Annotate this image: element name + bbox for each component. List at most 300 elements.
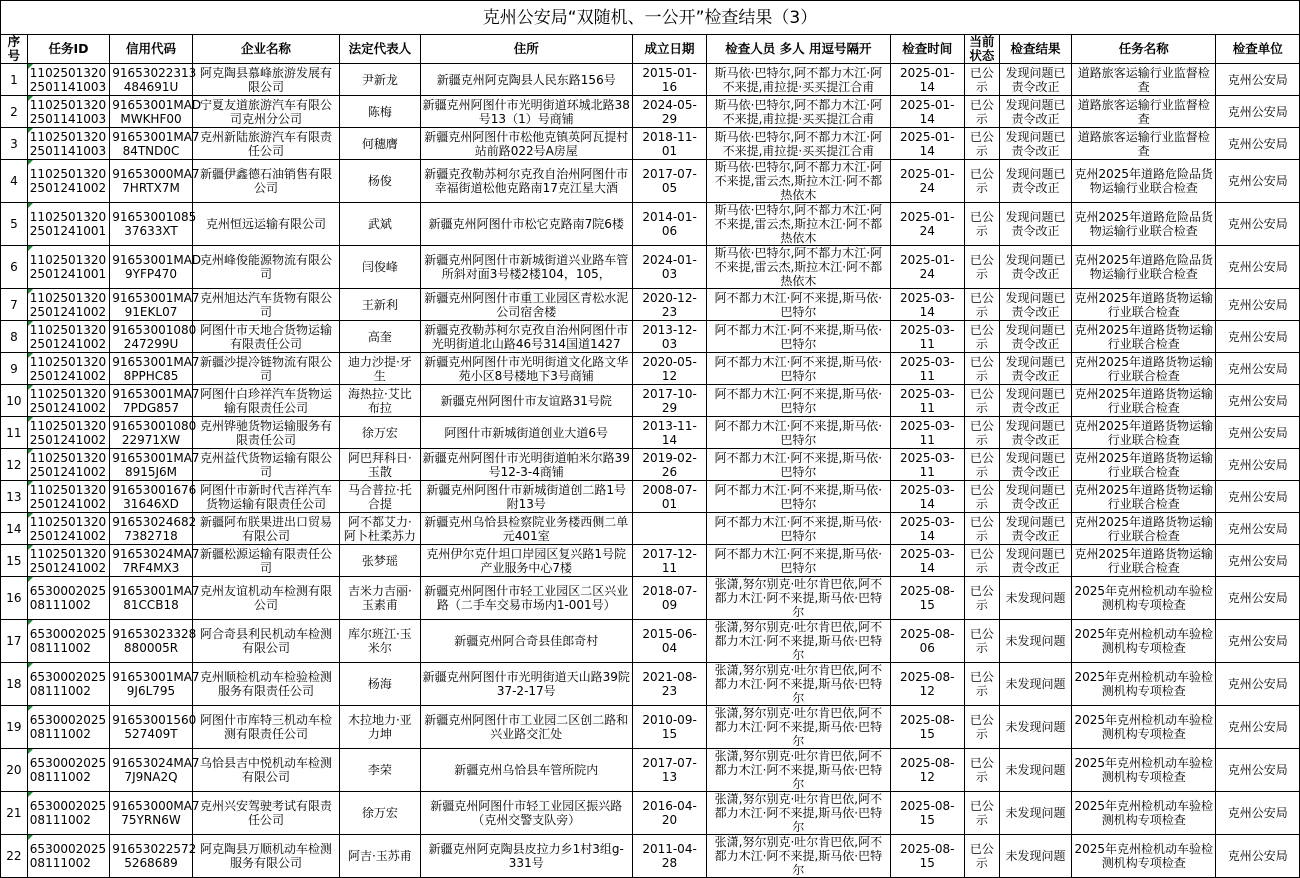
cell-company-name: 克州益代货物运输有限公司 [192, 449, 339, 481]
cell-task-id: 6530002025 08111002 [27, 706, 109, 749]
table-row [1, 321, 1300, 353]
cell-credit-code: 91653001676 31646XD [110, 481, 192, 513]
cell-status: 已公示 [964, 385, 999, 417]
cell-inspectors: 张潇,努尔别克·吐尔肯巴依,阿不都力木江·阿不来提,斯马依·巴特尔 [707, 663, 891, 706]
cell-address: 新疆克州阿图什市工业园二区创二路和兴业路交汇处 [420, 706, 632, 749]
cell-task-name: 2025年克州检机动车验检测机构专项检查 [1072, 792, 1216, 835]
cell-status: 已公示 [964, 417, 999, 449]
cell-result: 发现问题已责令改正 [999, 513, 1071, 545]
cell-task-name: 2025年克州检机动车验检测机构专项检查 [1072, 835, 1216, 878]
header-result: 检查结果 [999, 35, 1071, 64]
cell-legal-rep: 闫俊峰 [340, 246, 420, 289]
cell-result: 发现问题已责令改正 [999, 353, 1071, 385]
cell-inspectors: 阿不都力木江·阿不来提,斯马依·巴特尔 [707, 289, 891, 321]
cell-inspection-date: 2025-08-15 [890, 706, 964, 749]
cell-inspection-date: 2025-03-11 [890, 417, 964, 449]
cell-task-id: 1102501320 2501241001 [27, 203, 109, 246]
cell-legal-rep: 迪力沙提·牙生 [340, 353, 420, 385]
cell-legal-rep: 吉米力吉丽·玉素甫 [340, 577, 420, 620]
cell-result: 发现问题已责令改正 [999, 385, 1071, 417]
cell-credit-code: 91653022313 484691U [110, 64, 192, 96]
cell-inspectors: 阿不都力木江·阿不来提,斯马依·巴特尔 [707, 353, 891, 385]
cell-credit-code: 91653001MA7 84TND0C [110, 128, 192, 160]
cell-seq: 17 [1, 620, 28, 663]
cell-inspection-date: 2025-01-14 [890, 64, 964, 96]
results-table [0, 34, 1300, 878]
cell-seq: 20 [1, 749, 28, 792]
cell-result: 发现问题已责令改正 [999, 545, 1071, 577]
cell-task-id: 1102501320 2501241002 [27, 545, 109, 577]
cell-result: 发现问题已责令改正 [999, 96, 1071, 128]
cell-task-name: 克州2025年道路危险品货物运输行业联合检查 [1072, 246, 1216, 289]
cell-inspection-unit: 克州公安局 [1216, 128, 1300, 160]
cell-legal-rep: 杨俊 [340, 160, 420, 203]
cell-task-id: 6530002025 08111002 [27, 749, 109, 792]
header-task-id: 任务ID [27, 35, 109, 64]
cell-company-name: 乌恰县吉中悦机动车检测有限公司 [192, 749, 339, 792]
cell-result: 发现问题已责令改正 [999, 160, 1071, 203]
cell-company-name: 克州峰俊能源物流有限公司 [192, 246, 339, 289]
cell-company-name: 新疆伊鑫德石油销售有限公司 [192, 160, 339, 203]
cell-company-name: 宁夏友道旅游汽车有限公司克州分公司 [192, 96, 339, 128]
header-legal-rep: 法定代表人 [340, 35, 420, 64]
cell-task-id: 6530002025 08111002 [27, 577, 109, 620]
table-row [1, 835, 1300, 878]
cell-inspection-date: 2025-08-15 [890, 577, 964, 620]
cell-seq: 4 [1, 160, 28, 203]
table-row [1, 96, 1300, 128]
cell-founded-date [632, 513, 706, 545]
page-title: 克州公安局“双随机、一公开”检查结果（3） [0, 0, 1300, 34]
cell-task-id: 1102501320 2501241002 [27, 513, 109, 545]
cell-task-id: 1102501320 2501141003 [27, 96, 109, 128]
cell-status: 已公示 [964, 706, 999, 749]
cell-status: 已公示 [964, 835, 999, 878]
cell-company-name: 阿图什白珍祥汽车货物运输有限责任公司 [192, 385, 339, 417]
cell-credit-code: 91653001MA7 81CCB18 [110, 577, 192, 620]
cell-inspection-unit: 克州公安局 [1216, 663, 1300, 706]
cell-status: 已公示 [964, 513, 999, 545]
cell-seq: 1 [1, 64, 28, 96]
cell-status: 已公示 [964, 160, 999, 203]
table-row [1, 620, 1300, 663]
cell-task-name: 克州2025年道路危险品货物运输行业联合检查 [1072, 160, 1216, 203]
cell-inspection-date: 2025-08-06 [890, 620, 964, 663]
cell-legal-rep: 高奎 [340, 321, 420, 353]
cell-credit-code: 91653023328 880005R [110, 620, 192, 663]
cell-inspectors: 斯马依·巴特尔,阿不都力木江·阿不来提,雷云杰,斯拉木江·阿不都热依木 [707, 160, 891, 203]
cell-status: 已公示 [964, 353, 999, 385]
cell-legal-rep: 徐万宏 [340, 792, 420, 835]
cell-address: 克州伊尔克什坦口岸园区复兴路1号院产业服务中心7楼 [420, 545, 632, 577]
cell-credit-code: 91653022572 5268689 [110, 835, 192, 878]
cell-inspectors: 阿不都力木江·阿不来提,斯马依·巴特尔 [707, 385, 891, 417]
cell-inspection-unit: 克州公安局 [1216, 289, 1300, 321]
cell-legal-rep: 马合普拉·托合提 [340, 481, 420, 513]
cell-result: 未发现问题 [999, 577, 1071, 620]
cell-inspectors: 张潇,努尔别克·吐尔肯巴依,阿不都力木江·阿不来提,斯马依·巴特尔 [707, 749, 891, 792]
cell-founded-date: 2018-11-01 [632, 128, 706, 160]
cell-result: 发现问题已责令改正 [999, 64, 1071, 96]
cell-inspection-unit: 克州公安局 [1216, 481, 1300, 513]
cell-inspection-date: 2025-01-24 [890, 246, 964, 289]
cell-founded-date: 2013-11-14 [632, 417, 706, 449]
cell-seq: 6 [1, 246, 28, 289]
cell-seq: 19 [1, 706, 28, 749]
table-row [1, 160, 1300, 203]
cell-company-name: 克州顺检机动车检验检测服务有限责任公司 [192, 663, 339, 706]
cell-inspection-date: 2025-03-11 [890, 321, 964, 353]
cell-inspection-date: 2025-01-14 [890, 96, 964, 128]
cell-result: 未发现问题 [999, 792, 1071, 835]
cell-result: 未发现问题 [999, 749, 1071, 792]
cell-inspection-unit: 克州公安局 [1216, 749, 1300, 792]
cell-seq: 16 [1, 577, 28, 620]
cell-result: 发现问题已责令改正 [999, 246, 1071, 289]
cell-inspection-date: 2025-03-11 [890, 449, 964, 481]
cell-legal-rep: 李荣 [340, 749, 420, 792]
cell-status: 已公示 [964, 449, 999, 481]
cell-credit-code: 91653001560 527409T [110, 706, 192, 749]
cell-inspection-unit: 克州公安局 [1216, 417, 1300, 449]
cell-credit-code: 91653000MA7 7HRTX7M [110, 160, 192, 203]
cell-address: 新疆克州阿图什市松他克镇英阿瓦提村站前路022号A房屋 [420, 128, 632, 160]
cell-status: 已公示 [964, 96, 999, 128]
table-row [1, 289, 1300, 321]
table-row [1, 417, 1300, 449]
cell-address: 新疆克州阿克陶县皮拉力乡1村3组g-331号 [420, 835, 632, 878]
cell-task-id: 1102501320 2501241002 [27, 481, 109, 513]
cell-founded-date: 2017-10-29 [632, 385, 706, 417]
cell-founded-date: 2021-08-23 [632, 663, 706, 706]
cell-company-name: 阿克陶县万顺机动车检测服务有限公司 [192, 835, 339, 878]
cell-company-name: 阿图什市天地合货物运输有限责任公司 [192, 321, 339, 353]
cell-address: 新疆克州阿图什市光明街道帕米尔路39号12-3-4商铺 [420, 449, 632, 481]
cell-inspection-date: 2025-03-14 [890, 481, 964, 513]
cell-task-name: 2025年克州检机动车验检测机构专项检查 [1072, 620, 1216, 663]
cell-task-name: 道路旅客运输行业监督检查 [1072, 64, 1216, 96]
cell-task-name: 2025年克州检机动车验检测机构专项检查 [1072, 577, 1216, 620]
cell-address: 阿图什市新城街道创业大道6号 [420, 417, 632, 449]
header-credit-code: 信用代码 [110, 35, 192, 64]
cell-status: 已公示 [964, 620, 999, 663]
cell-inspection-date: 2025-03-14 [890, 545, 964, 577]
cell-inspection-date: 2025-01-24 [890, 160, 964, 203]
cell-address: 新疆克州阿图什市新城街道兴业路车管所斜对面3号楼2楼104，105， [420, 246, 632, 289]
cell-task-id: 1102501320 2501241002 [27, 321, 109, 353]
cell-inspection-unit: 克州公安局 [1216, 545, 1300, 577]
table-row [1, 128, 1300, 160]
cell-seq: 11 [1, 417, 28, 449]
table-row [1, 792, 1300, 835]
cell-company-name: 克州兴安驾驶考试有限责任公司 [192, 792, 339, 835]
cell-legal-rep: 杨海 [340, 663, 420, 706]
cell-address: 新疆克州阿克陶县人民东路156号 [420, 64, 632, 96]
table-row [1, 749, 1300, 792]
cell-status: 已公示 [964, 289, 999, 321]
cell-task-name: 克州2025年道路危险品货物运输行业联合检查 [1072, 203, 1216, 246]
cell-inspection-date: 2025-08-12 [890, 749, 964, 792]
header-inspection-unit: 检查单位 [1216, 35, 1300, 64]
cell-inspectors: 斯马依·巴特尔,阿不都力木江·阿不来提,雷云杰,斯拉木江·阿不都热依木 [707, 203, 891, 246]
cell-inspection-date: 2025-08-15 [890, 835, 964, 878]
cell-credit-code: 91653001080 22971XW [110, 417, 192, 449]
cell-inspection-unit: 克州公安局 [1216, 706, 1300, 749]
cell-inspectors: 张潇,努尔别克·吐尔肯巴依,阿不都力木江·阿不来提,斯马依·巴特尔 [707, 792, 891, 835]
cell-seq: 8 [1, 321, 28, 353]
cell-inspectors: 阿不都力木江·阿不来提,斯马依·巴特尔 [707, 481, 891, 513]
table-row [1, 246, 1300, 289]
cell-task-id: 1102501320 2501141003 [27, 64, 109, 96]
cell-inspectors: 张潇,努尔别克·吐尔肯巴依,阿不都力木江·阿不来提,斯马依·巴特尔 [707, 835, 891, 878]
cell-legal-rep: 木拉地力·亚力坤 [340, 706, 420, 749]
cell-inspection-date: 2025-08-15 [890, 792, 964, 835]
cell-company-name: 克州恒远运输有限公司 [192, 203, 339, 246]
cell-founded-date: 2015-06-04 [632, 620, 706, 663]
cell-founded-date: 2020-05-12 [632, 353, 706, 385]
cell-task-name: 2025年克州检机动车验检测机构专项检查 [1072, 663, 1216, 706]
cell-seq: 7 [1, 289, 28, 321]
cell-founded-date: 2014-01-06 [632, 203, 706, 246]
cell-inspectors: 阿不都力木江·阿不来提,斯马依·巴特尔 [707, 513, 891, 545]
cell-task-name: 2025年克州检机动车验检测机构专项检查 [1072, 749, 1216, 792]
table-row [1, 481, 1300, 513]
cell-task-id: 6530002025 08111002 [27, 663, 109, 706]
cell-seq: 5 [1, 203, 28, 246]
cell-company-name: 新疆阿布朕果进出口贸易有限公司 [192, 513, 339, 545]
cell-result: 未发现问题 [999, 663, 1071, 706]
cell-company-name: 阿克陶县慕峰旅游发展有限公司 [192, 64, 339, 96]
cell-credit-code: 91653024MA7 7J9NA2Q [110, 749, 192, 792]
cell-seq: 10 [1, 385, 28, 417]
cell-founded-date: 2008-07-01 [632, 481, 706, 513]
cell-result: 未发现问题 [999, 706, 1071, 749]
table-row [1, 203, 1300, 246]
cell-inspection-date: 2025-01-14 [890, 128, 964, 160]
cell-status: 已公示 [964, 481, 999, 513]
cell-status: 已公示 [964, 577, 999, 620]
cell-task-id: 1102501320 2501241002 [27, 289, 109, 321]
cell-legal-rep: 库尔班江·玉米尔 [340, 620, 420, 663]
cell-task-name: 克州2025年道路货物运输行业联合检查 [1072, 417, 1216, 449]
cell-result: 发现问题已责令改正 [999, 203, 1071, 246]
cell-company-name: 克州铧驰货物运输服务有限责任公司 [192, 417, 339, 449]
cell-founded-date: 2017-12-11 [632, 545, 706, 577]
cell-inspection-unit: 克州公安局 [1216, 96, 1300, 128]
cell-task-id: 1102501320 2501241001 [27, 246, 109, 289]
header-task-name: 任务名称 [1072, 35, 1216, 64]
cell-inspection-unit: 克州公安局 [1216, 577, 1300, 620]
cell-legal-rep: 尹新龙 [340, 64, 420, 96]
cell-task-name: 克州2025年道路货物运输行业联合检查 [1072, 545, 1216, 577]
cell-result: 发现问题已责令改正 [999, 449, 1071, 481]
cell-task-id: 1102501320 2501241002 [27, 160, 109, 203]
cell-inspection-unit: 克州公安局 [1216, 203, 1300, 246]
cell-result: 发现问题已责令改正 [999, 321, 1071, 353]
cell-legal-rep: 武斌 [340, 203, 420, 246]
cell-founded-date: 2019-02-26 [632, 449, 706, 481]
cell-inspectors: 斯马依·巴特尔,阿不都力木江·阿不来提,甫拉提·买买提江合甫 [707, 96, 891, 128]
cell-legal-rep: 阿吉·玉苏甫 [340, 835, 420, 878]
cell-address: 新疆克州乌恰县检察院业务楼西侧二单元401室 [420, 513, 632, 545]
header-address: 住所 [420, 35, 632, 64]
cell-address: 新疆克州阿图什市友谊路31号院 [420, 385, 632, 417]
cell-result: 未发现问题 [999, 620, 1071, 663]
cell-inspectors: 阿不都力木江·阿不来提,斯马依·巴特尔 [707, 545, 891, 577]
cell-inspection-unit: 克州公安局 [1216, 792, 1300, 835]
cell-founded-date: 2018-07-09 [632, 577, 706, 620]
cell-inspectors: 张潇,努尔别克·吐尔肯巴依,阿不都力木江·阿不来提,斯马依·巴特尔 [707, 706, 891, 749]
cell-task-id: 6530002025 08111002 [27, 792, 109, 835]
table-row [1, 577, 1300, 620]
cell-legal-rep: 王新利 [340, 289, 420, 321]
cell-company-name: 阿图什市新时代吉祥汽车货物运输有限责任公司 [192, 481, 339, 513]
cell-address: 新疆克孜勒苏柯尔克孜自治州阿图什市幸福街道松他克路南17克江星大酒 [420, 160, 632, 203]
cell-status: 已公示 [964, 749, 999, 792]
cell-result: 发现问题已责令改正 [999, 481, 1071, 513]
cell-credit-code: 91653001MA7 8PPHC85 [110, 353, 192, 385]
cell-inspection-date: 2025-03-11 [890, 353, 964, 385]
cell-inspection-unit: 克州公安局 [1216, 513, 1300, 545]
cell-address: 新疆克州阿图什市光明街道文化路文华苑小区8号楼地下3号商铺 [420, 353, 632, 385]
cell-seq: 12 [1, 449, 28, 481]
cell-status: 已公示 [964, 545, 999, 577]
cell-company-name: 克州旭达汽车货物有限公司 [192, 289, 339, 321]
cell-address: 新疆克州阿图什市光明街道天山路39院37-2-17号 [420, 663, 632, 706]
table-row [1, 385, 1300, 417]
table-row [1, 353, 1300, 385]
cell-address: 新疆克州阿合奇县佳郎奇村 [420, 620, 632, 663]
cell-seq: 18 [1, 663, 28, 706]
cell-inspectors: 阿不都力木江·阿不来提,斯马依·巴特尔 [707, 417, 891, 449]
cell-status: 已公示 [964, 64, 999, 96]
table-row [1, 706, 1300, 749]
cell-inspection-unit: 克州公安局 [1216, 160, 1300, 203]
cell-inspection-date: 2025-03-11 [890, 385, 964, 417]
cell-inspection-date: 2025-08-12 [890, 663, 964, 706]
cell-credit-code: 91653001MA7 7PDG857 [110, 385, 192, 417]
cell-company-name: 克州友谊机动车检测有限公司 [192, 577, 339, 620]
cell-task-name: 克州2025年道路货物运输行业联合检查 [1072, 321, 1216, 353]
cell-result: 未发现问题 [999, 835, 1071, 878]
cell-credit-code: 91653001MAD MWKHF00 [110, 96, 192, 128]
cell-inspection-unit: 克州公安局 [1216, 385, 1300, 417]
cell-company-name: 阿合奇县利民机动车检测有限公司 [192, 620, 339, 663]
table-row [1, 663, 1300, 706]
cell-founded-date: 2017-07-13 [632, 749, 706, 792]
cell-status: 已公示 [964, 246, 999, 289]
cell-seq: 3 [1, 128, 28, 160]
cell-address: 新疆克州阿图什市松它克路南7院6楼 [420, 203, 632, 246]
cell-seq: 14 [1, 513, 28, 545]
cell-founded-date: 2013-12-03 [632, 321, 706, 353]
cell-address: 新疆克孜勒苏柯尔克孜自治州阿图什市光明街道北山路46号314国道1427 [420, 321, 632, 353]
cell-founded-date: 2010-09-15 [632, 706, 706, 749]
cell-task-name: 克州2025年道路货物运输行业联合检查 [1072, 449, 1216, 481]
cell-legal-rep: 阿不都艾力·阿卜杜柔苏力 [340, 513, 420, 545]
cell-founded-date: 2020-12-23 [632, 289, 706, 321]
cell-task-id: 1102501320 2501141003 [27, 128, 109, 160]
table-row [1, 64, 1300, 96]
cell-inspection-date: 2025-01-24 [890, 203, 964, 246]
header-founded-date: 成立日期 [632, 35, 706, 64]
header-seq: 序号 [1, 35, 28, 64]
table-row [1, 513, 1300, 545]
cell-inspectors: 斯马依·巴特尔,阿不都力木江·阿不来提,甫拉提·买买提江合甫 [707, 64, 891, 96]
cell-inspectors: 斯马依·巴特尔,阿不都力木江·阿不来提,甫拉提·买买提江合甫 [707, 128, 891, 160]
cell-status: 已公示 [964, 321, 999, 353]
cell-inspection-unit: 克州公安局 [1216, 321, 1300, 353]
cell-result: 发现问题已责令改正 [999, 417, 1071, 449]
cell-legal-rep: 海热拉·艾比布拉 [340, 385, 420, 417]
cell-founded-date: 2024-05-29 [632, 96, 706, 128]
cell-task-id: 1102501320 2501241002 [27, 385, 109, 417]
cell-task-name: 道路旅客运输行业监督检查 [1072, 128, 1216, 160]
cell-inspection-date: 2025-03-14 [890, 513, 964, 545]
cell-legal-rep: 陈梅 [340, 96, 420, 128]
cell-seq: 21 [1, 792, 28, 835]
cell-task-name: 克州2025年道路货物运输行业联合检查 [1072, 513, 1216, 545]
cell-task-name: 道路旅客运输行业监督检查 [1072, 96, 1216, 128]
cell-seq: 22 [1, 835, 28, 878]
cell-legal-rep: 徐万宏 [340, 417, 420, 449]
table-row [1, 545, 1300, 577]
header-inspectors: 检查人员 多人 用逗号隔开 [707, 35, 891, 64]
cell-inspectors: 张潇,努尔别克·吐尔肯巴依,阿不都力木江·阿不来提,斯马依·巴特尔 [707, 620, 891, 663]
cell-seq: 13 [1, 481, 28, 513]
cell-address: 新疆克州阿图什市轻工业园区二区兴业路（二手车交易市场内1-001号） [420, 577, 632, 620]
cell-credit-code: 91653024MA7 7RF4MX3 [110, 545, 192, 577]
cell-seq: 9 [1, 353, 28, 385]
cell-inspection-unit: 克州公安局 [1216, 246, 1300, 289]
cell-result: 发现问题已责令改正 [999, 128, 1071, 160]
cell-inspection-unit: 克州公安局 [1216, 64, 1300, 96]
cell-credit-code: 91653001080 247299U [110, 321, 192, 353]
header-row [1, 35, 1300, 64]
cell-task-name: 克州2025年道路货物运输行业联合检查 [1072, 481, 1216, 513]
cell-task-id: 1102501320 2501241002 [27, 353, 109, 385]
cell-founded-date: 2015-01-16 [632, 64, 706, 96]
cell-address: 新疆克州乌恰县车管所院内 [420, 749, 632, 792]
cell-company-name: 克州新陆旅游汽车有限责任公司 [192, 128, 339, 160]
cell-credit-code: 91653000MA7 75YRN6W [110, 792, 192, 835]
cell-founded-date: 2024-01-03 [632, 246, 706, 289]
cell-company-name: 新疆松源运输有限责任公司 [192, 545, 339, 577]
cell-inspectors: 阿不都力木江·阿不来提,斯马依·巴特尔 [707, 321, 891, 353]
cell-seq: 15 [1, 545, 28, 577]
cell-inspection-unit: 克州公安局 [1216, 620, 1300, 663]
cell-founded-date: 2011-04-28 [632, 835, 706, 878]
cell-task-name: 克州2025年道路货物运输行业联合检查 [1072, 385, 1216, 417]
cell-founded-date: 2016-04-20 [632, 792, 706, 835]
header-inspection-date: 检查时间 [890, 35, 964, 64]
cell-result: 发现问题已责令改正 [999, 289, 1071, 321]
cell-inspectors: 阿不都力木江·阿不来提,斯马依·巴特尔 [707, 449, 891, 481]
cell-status: 已公示 [964, 203, 999, 246]
cell-company-name: 阿图什市库特三机动车检测有限责任公司 [192, 706, 339, 749]
cell-inspection-unit: 克州公安局 [1216, 353, 1300, 385]
cell-status: 已公示 [964, 663, 999, 706]
cell-status: 已公示 [964, 128, 999, 160]
cell-inspection-unit: 克州公安局 [1216, 449, 1300, 481]
cell-credit-code: 91653001MA7 9J6L795 [110, 663, 192, 706]
cell-task-id: 1102501320 2501241002 [27, 449, 109, 481]
cell-seq: 2 [1, 96, 28, 128]
cell-task-name: 克州2025年道路货物运输行业联合检查 [1072, 353, 1216, 385]
cell-inspection-date: 2025-03-14 [890, 289, 964, 321]
cell-address: 新疆克州阿图什市新城街道创二路1号附13号 [420, 481, 632, 513]
cell-inspectors: 斯马依·巴特尔,阿不都力木江·阿不来提,雷云杰,斯拉木江·阿不都热依木 [707, 246, 891, 289]
